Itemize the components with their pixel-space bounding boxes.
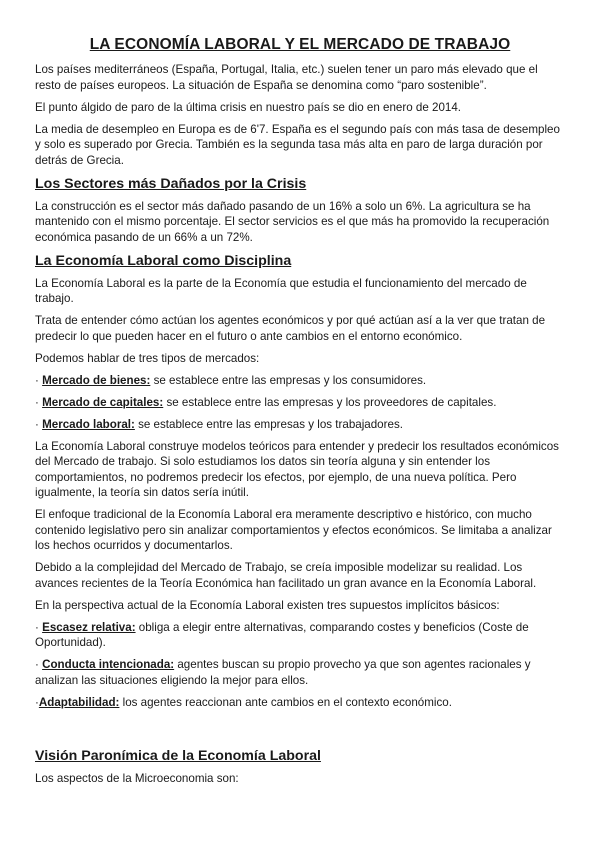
bullet: ·: [35, 373, 43, 387]
assumption-term: Conducta intencionada:: [42, 658, 175, 671]
section-heading-sectores: Los Sectores más Dañados por la Crisis: [35, 175, 307, 192]
assumption-item: [35, 695, 565, 711]
assumption-term: Adaptabilidad:: [38, 695, 120, 709]
section-spacer: [35, 717, 565, 745]
disciplina-paragraph-7: En la perspectiva actual de la Economía Laboral existen tres supuestos implícitos básicos:: [35, 598, 500, 612]
market-description: se establece entre las empresas y los trabajadores.: [134, 417, 403, 431]
sectores-paragraph: La construcción es el sector más dañado pasando de un 16% a solo un 6%. La agricultura se ha mantenido con el mismo porcentaje. El sector servicios es el que más ha promovido la recuperación económica pasando de un 66% a un 72%.: [35, 199, 550, 244]
disciplina-paragraph-1: La Economía Laboral es la parte de la Economía que estudia el funcionamiento del mercado de trabajo.: [35, 276, 527, 305]
market-item: [35, 417, 565, 433]
assumption-item: [35, 657, 565, 688]
disciplina-paragraph-5: El enfoque tradicional de la Economía Laboral era meramente descriptivo e histórico, con mucho contenido legislativo pero sin analizar comportamientos y efectos económicos. Se limitaba a analizar los hechos ocurridos y documentarlos.: [35, 508, 552, 552]
section-heading-disciplina: La Economía Laboral como Disciplina: [35, 252, 292, 269]
disciplina-paragraph-6: Debido a la complejidad del Mercado de Trabajo, se creía imposible modelizar su realidad. Los avances recientes de la Teoría Económica han facilitado un gran avance en la Economía Laboral.: [35, 561, 537, 590]
intro-paragraph-2: El punto álgido de paro de la última crisis en nuestro país se dio en enero de 2014.: [35, 100, 462, 114]
assumption-item: [35, 620, 565, 651]
page-title: LA ECONOMÍA LABORAL Y EL MERCADO DE TRABAJO: [89, 36, 511, 53]
bullet: ·: [35, 395, 43, 409]
assumption-description: agentes buscan su propio provecho ya que son agentes racionales y analizan las situaciones eligiendo la mejor para ellos.: [35, 658, 531, 687]
disciplina-paragraph-2: Trata de entender cómo actúan los agentes económicos y por qué actúan así a la ver que tratan de predecir lo que pueden hacer en el futuro o ante cambios en el entorno económico.: [35, 314, 546, 343]
disciplina-paragraph-4: La Economía Laboral construye modelos teóricos para entender y predecir los resultados económicos del Mercado de trabajo. Si solo estudiamos los datos sin teoría alguna y sin entender los comportamientos, no podremos predecir los efectos, por ejemplo, de una nueva política. Pero igualmente, la teoría sin datos sería inútil.: [35, 439, 559, 499]
bullet: ·: [35, 658, 43, 671]
bullet: ·: [35, 695, 39, 709]
vision-paragraph: Los aspectos de la Microeconomia son:: [35, 771, 239, 785]
market-item: [35, 395, 565, 411]
market-term: Mercado de capitales:: [42, 395, 164, 409]
intro-paragraph-1: Los países mediterráneos (España, Portugal, Italia, etc.) suelen tener un paro más elevado que el resto de países europeos. La situación de España se denomina como “paro sostenible”.: [35, 63, 538, 92]
intro-paragraph-3: La media de desempleo en Europa es de 6'7. España es el segundo país con más tasa de desempleo y solo es superado por Grecia. También es la segunda tasa más alta en paro de larga duración por detrás de Grecia.: [35, 122, 560, 167]
assumption-term: Escasez relativa:: [42, 620, 136, 634]
disciplina-paragraph-3: Podemos hablar de tres tipos de mercados:: [35, 351, 260, 365]
market-description: se establece entre las empresas y los consumidores.: [150, 373, 427, 387]
bullet: ·: [35, 620, 43, 634]
bullet: ·: [35, 417, 43, 431]
market-term: Mercado de bienes:: [42, 373, 151, 387]
section-heading-vision: Visión Paronímica de la Economía Laboral: [35, 747, 321, 764]
market-description: se establece entre las empresas y los proveedores de capitales.: [163, 395, 497, 409]
market-item: [35, 373, 565, 389]
assumption-description: los agentes reaccionan ante cambios en el contexto económico.: [119, 695, 452, 709]
assumption-description: obliga a elegir entre alternativas, comparando costes y beneficios (Coste de Oportunidad).: [35, 620, 529, 649]
document-page: [35, 36, 565, 793]
market-term: Mercado laboral:: [42, 417, 135, 431]
